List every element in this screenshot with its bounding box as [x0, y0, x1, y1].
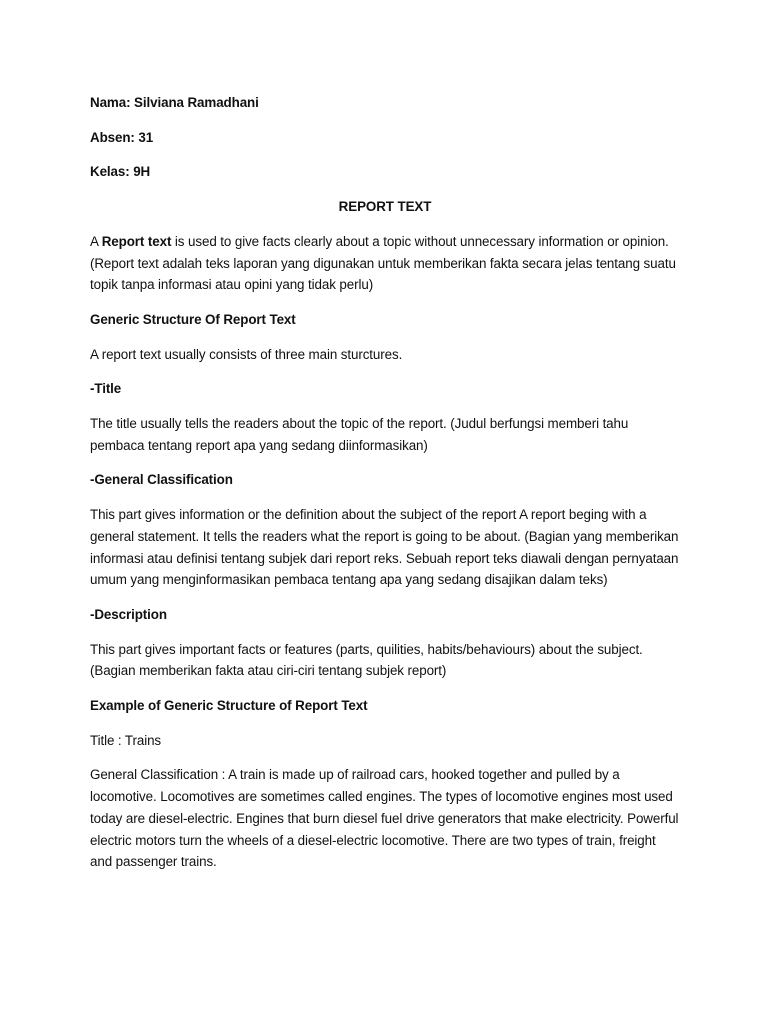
example-heading: Example of Generic Structure of Report Text — [90, 698, 368, 714]
title-heading: -Title — [90, 381, 122, 397]
general-classification-text: This part gives information or the definition about the subject of the report A report beging with a general statement. It tells the readers what the report is going to be about. (Bagian yang memberikan informasi atau definisi tentang subjek dari report reks. Sebuah report teks diawali dengan pernyataan umum yang menginformasikan pembaca tentang apa yang sedang disajikan dalam teks) — [90, 507, 679, 588]
document-page — [90, 92, 680, 886]
student-class: Kelas: 9H — [90, 164, 151, 180]
title-text: The title usually tells the readers about the topic of the report. (Judul berfungsi memberi tahu pembaca tentang report apa yang sedang diinformasikan) — [90, 416, 629, 453]
intro-term: Report text — [101, 233, 172, 249]
student-name: Nama: Silviana Ramadhani — [90, 95, 259, 110]
document-title: REPORT TEXT — [338, 199, 432, 215]
student-absen: Absen: 31 — [90, 129, 154, 145]
general-classification-heading: -General Classification — [90, 472, 233, 488]
intro-paragraph — [90, 231, 680, 296]
generic-structure-heading: Generic Structure Of Report Text — [90, 311, 296, 327]
generic-structure-text: A report text usually consists of three main sturctures. — [90, 346, 403, 362]
description-text: This part gives important facts or features (parts, quilities, habits/behaviours) about the subject. (Bagian memberikan fakta atau ciri-ciri tentang subjek report) — [90, 641, 643, 679]
description-heading: -Description — [90, 606, 167, 622]
example-title: Title : Trains — [90, 732, 162, 748]
intro-prefix: A — [90, 233, 102, 249]
example-classification: General Classification : A train is made up of railroad cars, hooked together and pulled by a locomotive. Locomotives are sometimes called engines. The types of locomotive engines most used today are diesel-electric. Engines that burn diesel fuel drive generators that make electricity. Powerful electric motors turn the wheels of a diesel-electric locomotive. There are two types of train, freight and passenger trains. — [90, 767, 679, 870]
intro-rest: is used to give facts clearly about a topic without unnecessary information or opinion. (Report text adalah teks laporan yang digunakan untuk memberikan fakta secara jelas tentang suatu topik tanpa informasi atau opini yang tidak perlu) — [90, 233, 676, 293]
